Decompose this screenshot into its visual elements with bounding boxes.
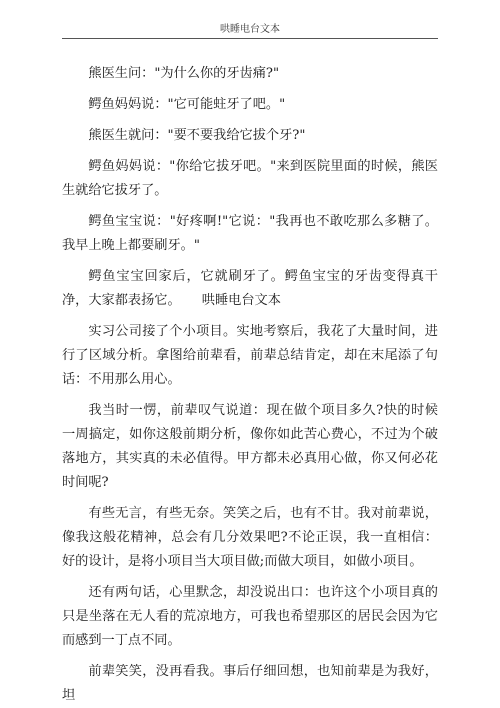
paragraph: 鳄鱼妈妈说："它可能蛀牙了吧。" xyxy=(88,97,286,112)
paragraph: 我当时一愣，前辈叹气说道：现在做个项目多久?快的时候一周搞定，如你这般前期分析，像你如此苦心费心，不过为个破落地方，其实真的未必值得。甲方都未必真用心做，你又何必花时间呢? xyxy=(62,403,438,490)
paragraph: 鳄鱼妈妈说："你给它拔牙吧。"来到医院里面的时候，熊医生就给它拔牙了。 xyxy=(62,159,438,198)
header-divider xyxy=(62,38,438,39)
paragraph: 实习公司接了个小项目。实地考察后，我花了大量时间，进行了区域分析。拿图给前辈看，前辈总结肯定，却在末尾添了句话：不用那么用心。 xyxy=(62,324,438,387)
paragraph: 有些无言，有些无奈。笑笑之后，也有不甘。我对前辈说，像我这般花精神，总会有几分效果吧?不论正误，我一直相信：好的设计，是将小项目当大项目做;而做大项目，如做小项目。 xyxy=(62,506,438,569)
paragraph: 鳄鱼宝宝说："好疼啊!"它说："我再也不敢吃那么多糖了。我早上晚上都要刷牙。" xyxy=(62,214,438,253)
header-title: 哄睡电台文本 xyxy=(220,24,280,35)
paragraph: 熊医生就问："要不要我给它拔个牙?" xyxy=(88,128,306,143)
inline-watermark-text: 哄睡电台文本 xyxy=(201,293,281,308)
paragraph: 前辈笑笑，没再看我。事后仔细回想，也知前辈是为我好，坦 xyxy=(62,664,438,703)
paragraph-text: 鳄鱼宝宝回家后，它就刷牙了。鳄鱼宝宝的牙齿变得真干净，大家都表扬它。 xyxy=(62,269,438,308)
paragraph xyxy=(62,265,438,313)
paragraph: 熊医生问："为什么你的牙齿痛?" xyxy=(88,66,280,81)
page-header xyxy=(0,0,500,42)
paragraph: 还有两句话，心里默念，却没说出口：也许这个小项目真的只是坐落在无人看的荒凉地方，可我也希望那区的居民会因为它而感到一丁点不同。 xyxy=(62,585,438,648)
document-body xyxy=(62,62,438,708)
